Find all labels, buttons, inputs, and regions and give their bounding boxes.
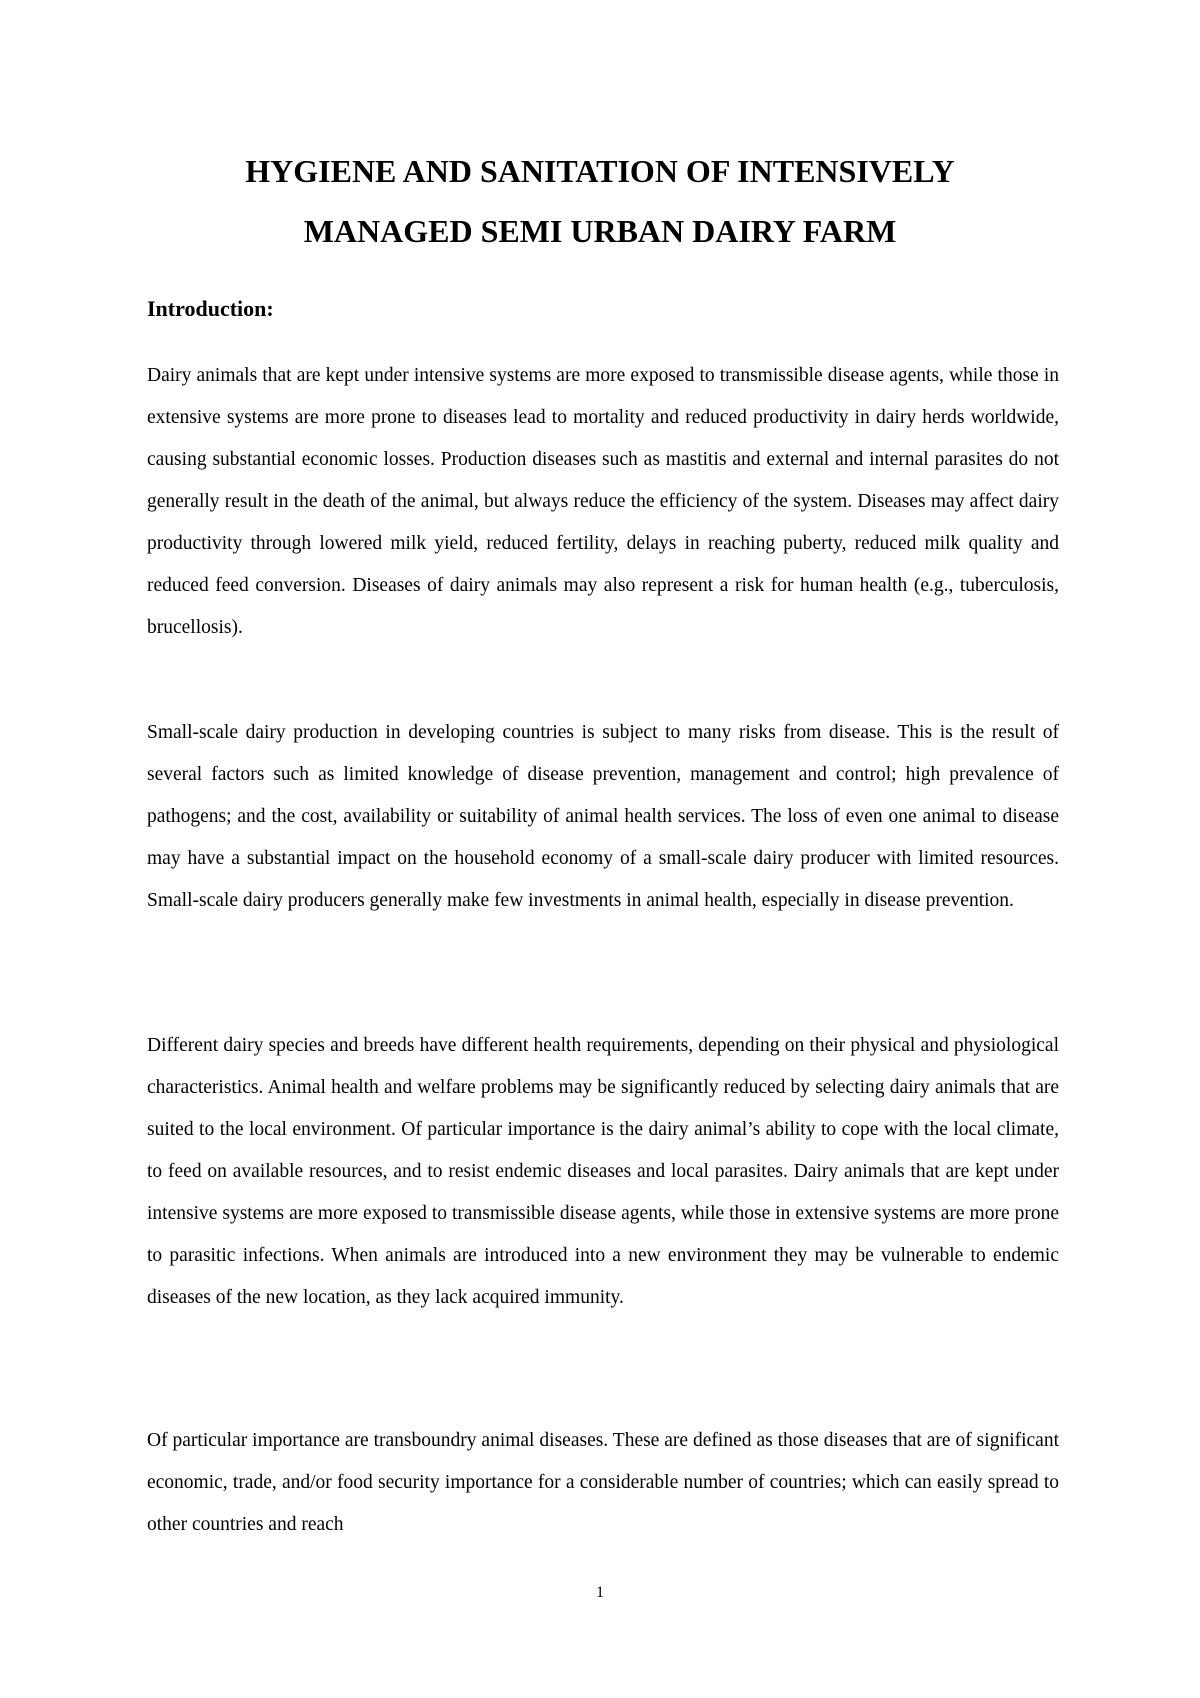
paragraph: Small-scale dairy production in developing countries is subject to many risks from disease. This is the result of several factors such as limited knowledge of disease prevention, management and control; high prevalence of pathogens; and the cost, availability or suitability of animal health services. The loss of even one animal to disease may have a substantial impact on the household economy of a small-scale dairy producer with limited resources. Small-scale dairy producers generally make few investments in animal health, especially in disease prevention.	[147, 722, 1059, 911]
document-title-line-1: HYGIENE AND SANITATION OF INTENSIVELY	[245, 153, 955, 189]
page-number: 1	[596, 1584, 604, 1601]
section-heading-introduction: Introduction:	[147, 296, 274, 321]
paragraph: Dairy animals that are kept under intensive systems are more exposed to transmissible disease agents, while those in extensive systems are more prone to diseases lead to mortality and reduced productivity in dairy herds worldwide, causing substantial economic losses. Production diseases such as mastitis and external and internal parasites do not generally result in the death of the animal, but always reduce the efficiency of the system. Diseases may affect dairy productivity through lowered milk yield, reduced fertility, delays in reaching puberty, reduced milk quality and reduced feed conversion. Diseases of dairy animals may also represent a risk for human health (e.g., tuberculosis, brucellosis).	[147, 365, 1059, 638]
paragraph: Of particular importance are transboundry animal diseases. These are defined as those diseases that are of significant economic, trade, and/or food security importance for a considerable number of countries; which can easily spread to other countries and reach	[147, 1430, 1059, 1535]
paragraph: Different dairy species and breeds have different health requirements, depending on their physical and physiological characteristics. Animal health and welfare problems may be significantly reduced by selecting dairy animals that are suited to the local environment. Of particular importance is the dairy animal’s ability to cope with the local climate, to feed on available resources, and to resist endemic diseases and local parasites. Dairy animals that are kept under intensive systems are more exposed to transmissible disease agents, while those in extensive systems are more prone to parasitic infections. When animals are introduced into a new environment they may be vulnerable to endemic diseases of the new location, as they lack acquired immunity.	[147, 1035, 1059, 1308]
document-title-line-2: MANAGED SEMI URBAN DAIRY FARM	[303, 213, 897, 249]
